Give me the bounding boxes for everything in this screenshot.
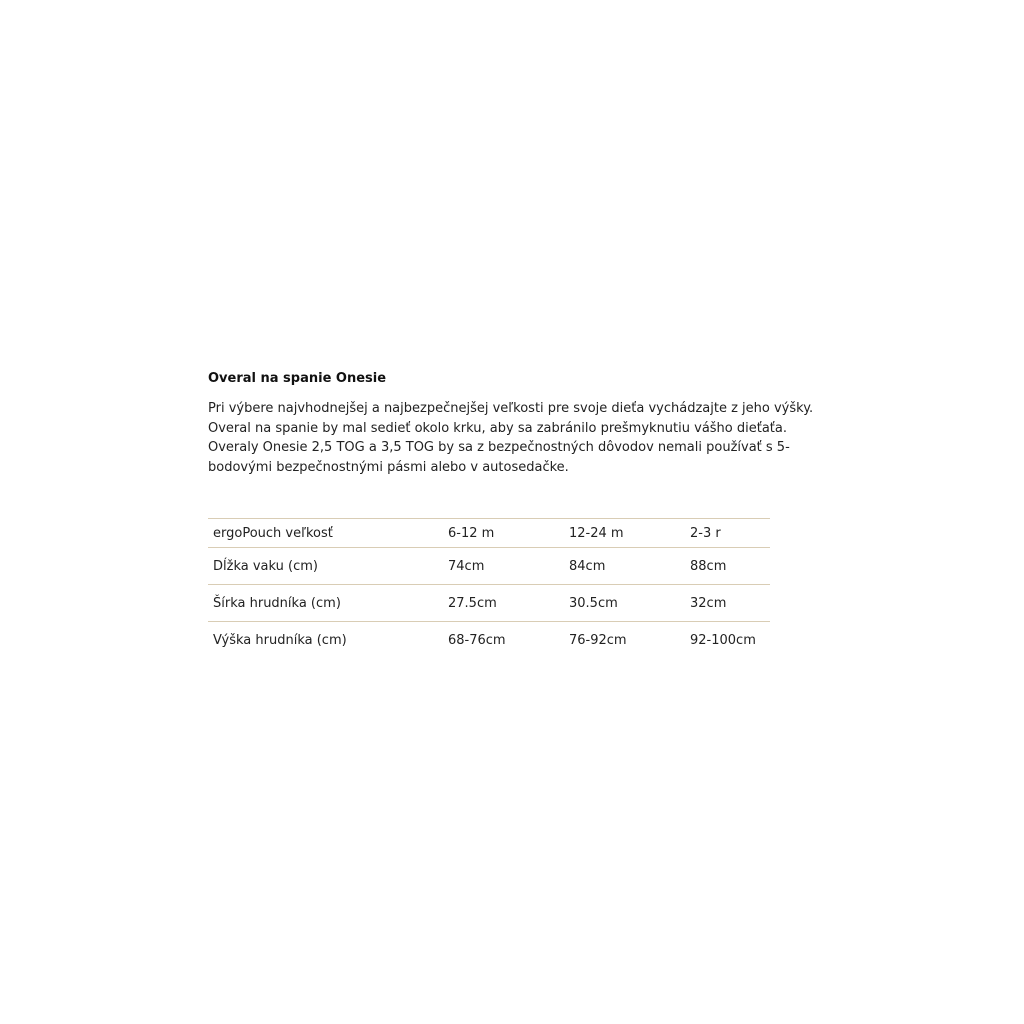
table-cell: 30.5cm xyxy=(569,595,618,611)
table-cell: 32cm xyxy=(690,595,727,611)
table-header-cell: 12-24 m xyxy=(569,525,624,541)
table-cell: 74cm xyxy=(448,558,485,574)
table-header-row xyxy=(208,519,770,548)
table-cell: 68-76cm xyxy=(448,632,506,648)
size-guide-section xyxy=(208,369,820,477)
section-title: Overal na spanie Onesie xyxy=(208,371,387,386)
section-description: Pri výbere najvhodnejšej a najbezpečnejšej veľkosti pre svoje dieťa vychádzajte z jeho výšky. Overal na spanie by mal sedieť okolo krku, aby sa zabránilo prešmyknutiu vášho dieťaťa. Overaly Onesie 2,5 TOG a 3,5 TOG by sa z bezpečnostných dôvodov nemali používať s 5-bodovými bezpečnostnými pásmi alebo v autosedačke. xyxy=(208,401,814,475)
table-cell: 76-92cm xyxy=(569,632,627,648)
table-row xyxy=(208,585,770,622)
table-header-cell: ergoPouch veľkosť xyxy=(213,525,333,541)
table-row-label: Dĺžka vaku (cm) xyxy=(213,558,318,574)
size-table xyxy=(208,518,770,658)
table-header-cell: 6-12 m xyxy=(448,525,495,541)
table-header-cell: 2-3 r xyxy=(690,525,721,541)
table-row xyxy=(208,622,770,659)
table-row-label: Šírka hrudníka (cm) xyxy=(213,595,341,611)
table-cell: 84cm xyxy=(569,558,606,574)
table-row-label: Výška hrudníka (cm) xyxy=(213,632,347,648)
table-row xyxy=(208,548,770,585)
table-cell: 92-100cm xyxy=(690,632,756,648)
table-cell: 88cm xyxy=(690,558,727,574)
table-cell: 27.5cm xyxy=(448,595,497,611)
